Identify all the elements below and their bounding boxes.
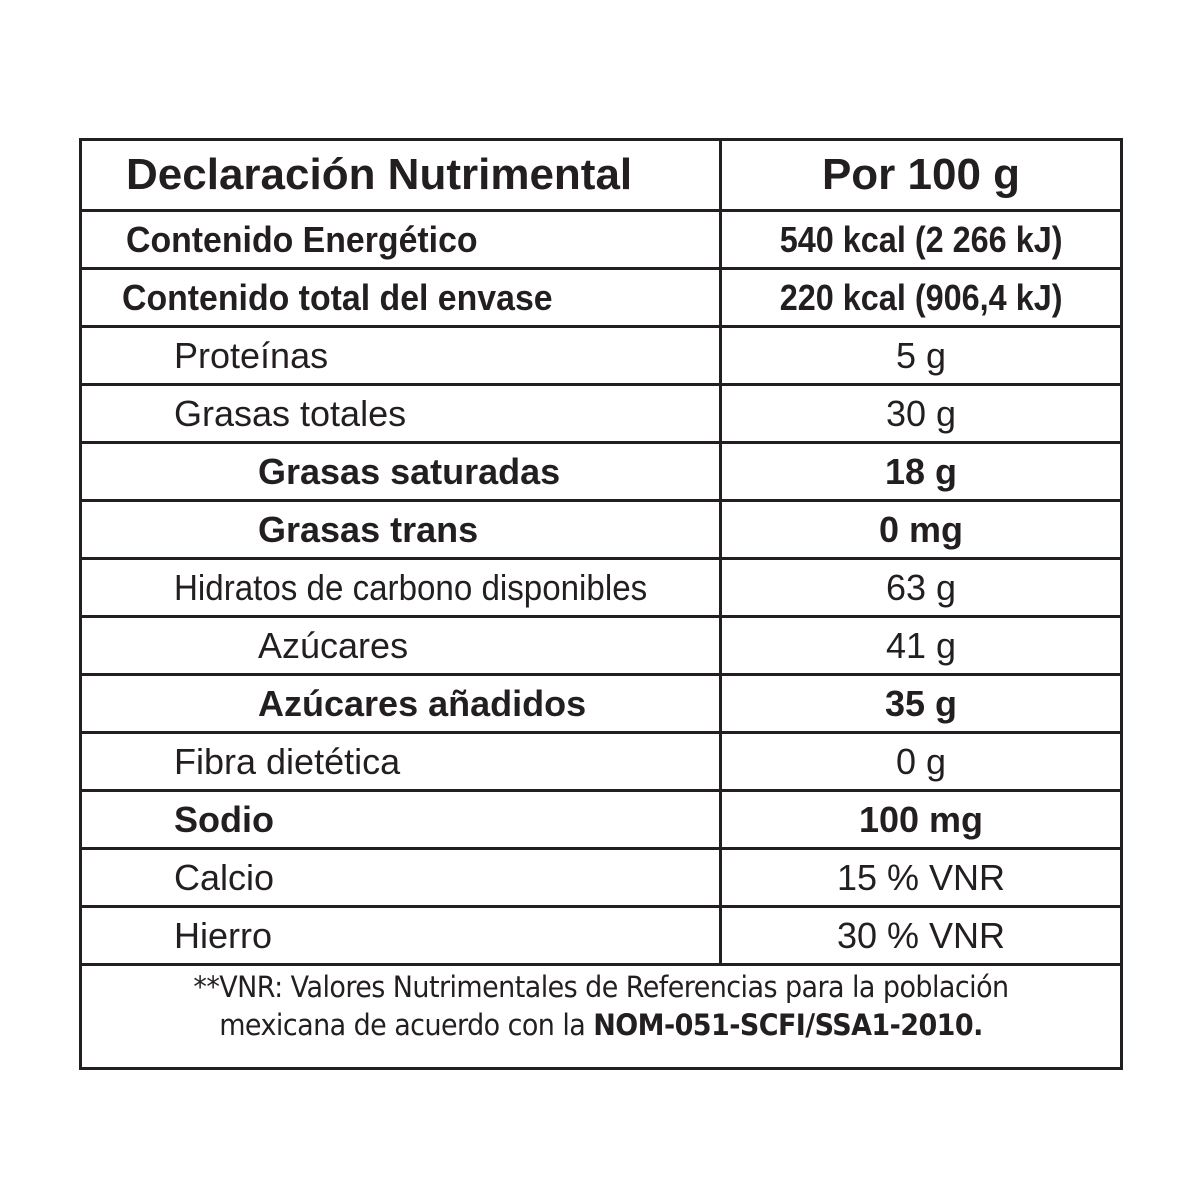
- row-value: 15 % VNR: [836, 856, 1006, 898]
- footnote-line-1: **VNR: Valores Nutrimentales de Referencias para la población: [193, 970, 1009, 1004]
- row-label: Contenido total del envase: [122, 276, 553, 318]
- table-row-added-sugars: [82, 676, 1120, 734]
- table-row-package-total: [82, 270, 1120, 328]
- row-label: Fibra dietética: [174, 740, 401, 782]
- row-label: Azúcares añadidos: [258, 682, 587, 724]
- row-label: Grasas trans: [258, 508, 479, 550]
- row-value: 41 g: [885, 624, 957, 666]
- row-label: Grasas totales: [174, 392, 407, 434]
- table-row-saturated-fat: [82, 444, 1120, 502]
- row-label: Hidratos de carbono disponibles: [174, 566, 648, 608]
- serving-basis: Por 100 g: [821, 150, 1021, 199]
- row-label: Hierro: [174, 914, 273, 956]
- row-label: Contenido Energético: [126, 218, 478, 260]
- row-value: 63 g: [885, 566, 957, 608]
- row-value: 540 kcal (2 266 kJ): [779, 218, 1063, 260]
- row-value: 18 g: [884, 450, 958, 492]
- row-value: 0 g: [895, 740, 947, 782]
- table-row-calcium: [82, 850, 1120, 908]
- regulation-reference: NOM-051-SCFI/SSA1-2010.: [593, 1008, 983, 1042]
- row-label: Grasas saturadas: [258, 450, 561, 492]
- row-value: 0 mg: [878, 508, 964, 550]
- row-value: 30 g: [885, 392, 957, 434]
- row-label: Azúcares: [258, 624, 409, 666]
- table-row-sugars: [82, 618, 1120, 676]
- footnote-line-2-text: mexicana de acuerdo con la: [219, 1008, 594, 1042]
- row-value: 220 kcal (906,4 kJ): [779, 276, 1063, 318]
- table-title: Declaración Nutrimental: [126, 150, 633, 199]
- row-value: 30 % VNR: [836, 914, 1006, 956]
- row-label: Sodio: [174, 798, 274, 840]
- row-value: 5 g: [895, 334, 947, 376]
- table-row-dietary-fiber: [82, 734, 1120, 792]
- nutrition-facts-table: [79, 138, 1123, 1070]
- row-value: 35 g: [884, 682, 958, 724]
- footnote: [118, 968, 1083, 1044]
- table-row-proteins: [82, 328, 1120, 386]
- row-label: Calcio: [174, 856, 275, 898]
- table-row-trans-fat: [82, 502, 1120, 560]
- table-row-energy: [82, 212, 1120, 270]
- table-row-carbohydrates: [82, 560, 1120, 618]
- row-value: 100 mg: [858, 798, 984, 840]
- footnote-line-2: [118, 1006, 1083, 1044]
- table-row-iron: [82, 908, 1120, 966]
- table-row-total-fat: [82, 386, 1120, 444]
- row-label: Proteínas: [174, 334, 329, 376]
- table-header-row: [82, 141, 1120, 212]
- table-row-sodium: [82, 792, 1120, 850]
